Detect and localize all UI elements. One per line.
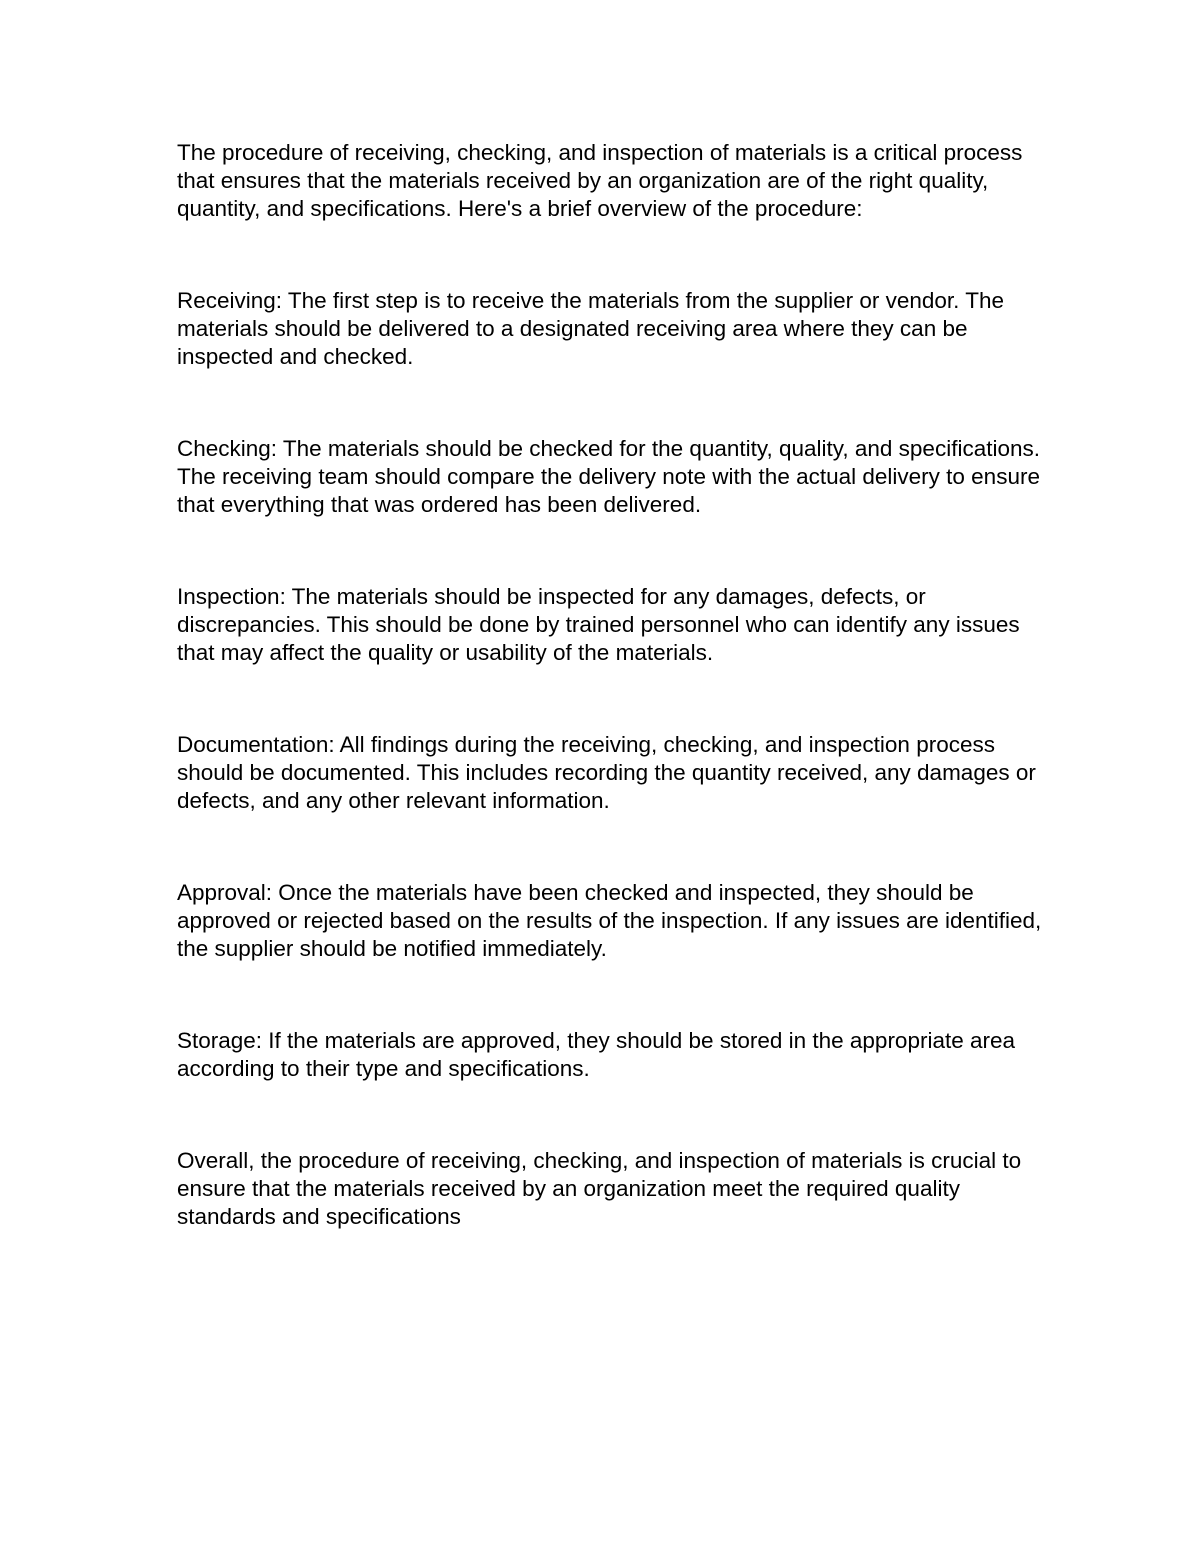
step-approval-paragraph: Approval: Once the materials have been checked and inspected, they should be approved or rejected based on the results of the inspection. If any issues are identified, the supplier should be notified immediately.	[177, 880, 1042, 961]
conclusion-paragraph: Overall, the procedure of receiving, checking, and inspection of materials is crucial to ensure that the materials received by an organization meet the required quality standards and specifications	[177, 1148, 1022, 1229]
step-storage-paragraph: Storage: If the materials are approved, they should be stored in the appropriate area according to their type and specifications.	[177, 1028, 1016, 1081]
intro-paragraph: The procedure of receiving, checking, and inspection of materials is a critical process that ensures that the materials received by an organization are of the right quality, quantity, and specifications. Here's a brief overview of the procedure:	[177, 140, 1023, 221]
step-documentation-paragraph: Documentation: All findings during the receiving, checking, and inspection process should be documented. This includes recording the quantity received, any damages or defects, and any other relevant information.	[177, 732, 1036, 813]
step-checking-paragraph: Checking: The materials should be checked for the quantity, quality, and specifications. The receiving team should compare the delivery note with the actual delivery to ensure that everything that was ordered has been delivered.	[177, 436, 1040, 517]
step-receiving-paragraph: Receiving: The first step is to receive the materials from the supplier or vendor. The materials should be delivered to a designated receiving area where they can be inspected and checked.	[177, 288, 1005, 369]
step-inspection-paragraph: Inspection: The materials should be inspected for any damages, defects, or discrepancies. This should be done by trained personnel who can identify any issues that may affect the quality or usability of the materials.	[177, 584, 1020, 665]
document-body	[177, 139, 1047, 1231]
